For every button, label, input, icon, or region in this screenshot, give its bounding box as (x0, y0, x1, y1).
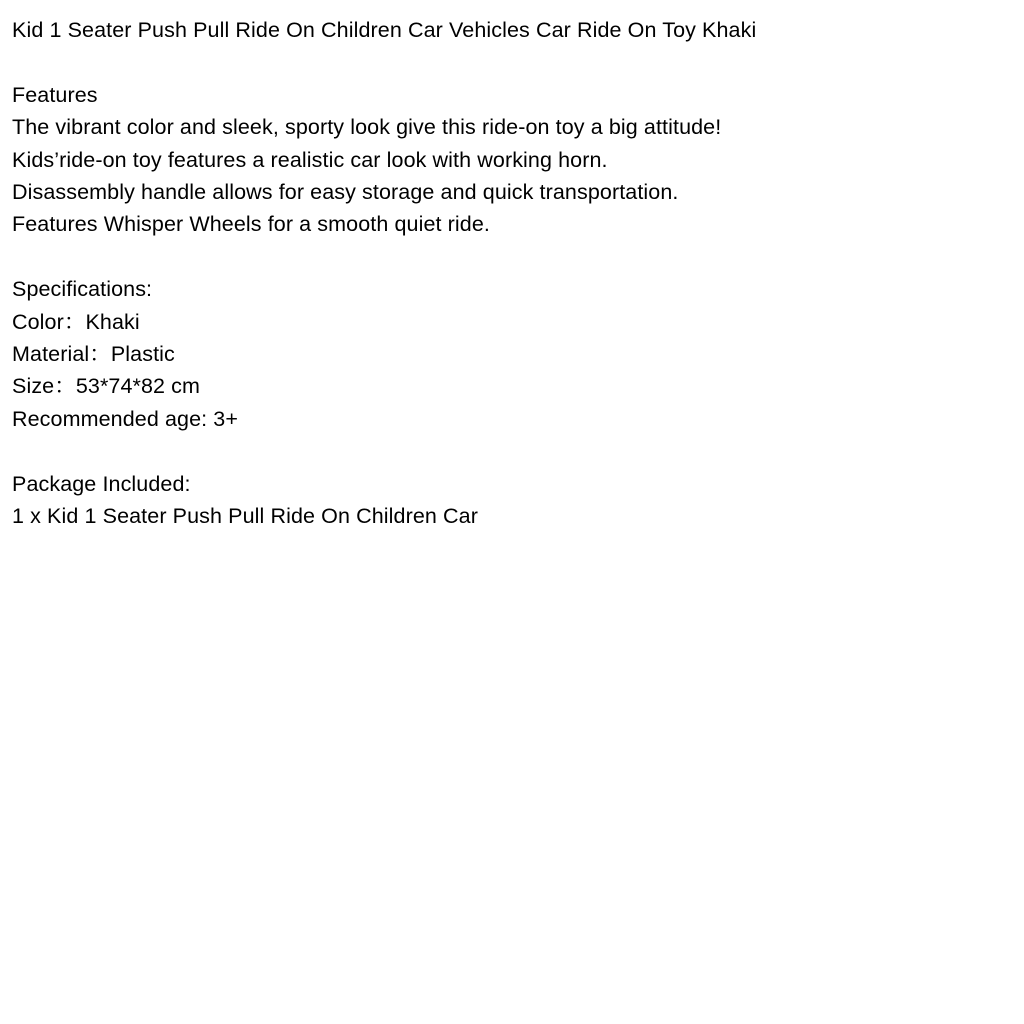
spacer-after-specifications (12, 435, 1012, 467)
package-section (12, 468, 1012, 533)
features-section (12, 79, 1012, 241)
specification-line: Color：Khaki (12, 309, 140, 334)
feature-line: Features Whisper Wheels for a smooth quiet ride. (12, 212, 490, 237)
feature-line: Kids’ride-on toy features a realistic car look with working horn. (12, 147, 608, 172)
feature-line: Disassembly handle allows for easy storage and quick transportation. (12, 180, 679, 205)
spacer-after-features (12, 241, 1012, 273)
page-title: Kid 1 Seater Push Pull Ride On Children Car Vehicles Car Ride On Toy Khaki (12, 18, 757, 42)
specification-line: Recommended age: 3+ (12, 406, 239, 431)
spacer-after-title (12, 46, 1012, 78)
feature-line: The vibrant color and sleek, sporty look give this ride-on toy a big attitude! (12, 115, 722, 140)
specifications-section (12, 273, 1012, 435)
package-heading: Package Included: (12, 471, 191, 496)
specifications-heading: Specifications: (12, 277, 153, 302)
package-item-line: 1 x Kid 1 Seater Push Pull Ride On Children Car (12, 504, 478, 529)
specification-line: Material：Plastic (12, 342, 175, 367)
specification-line: Size：53*74*82 cm (12, 374, 201, 399)
features-heading: Features (12, 82, 98, 107)
